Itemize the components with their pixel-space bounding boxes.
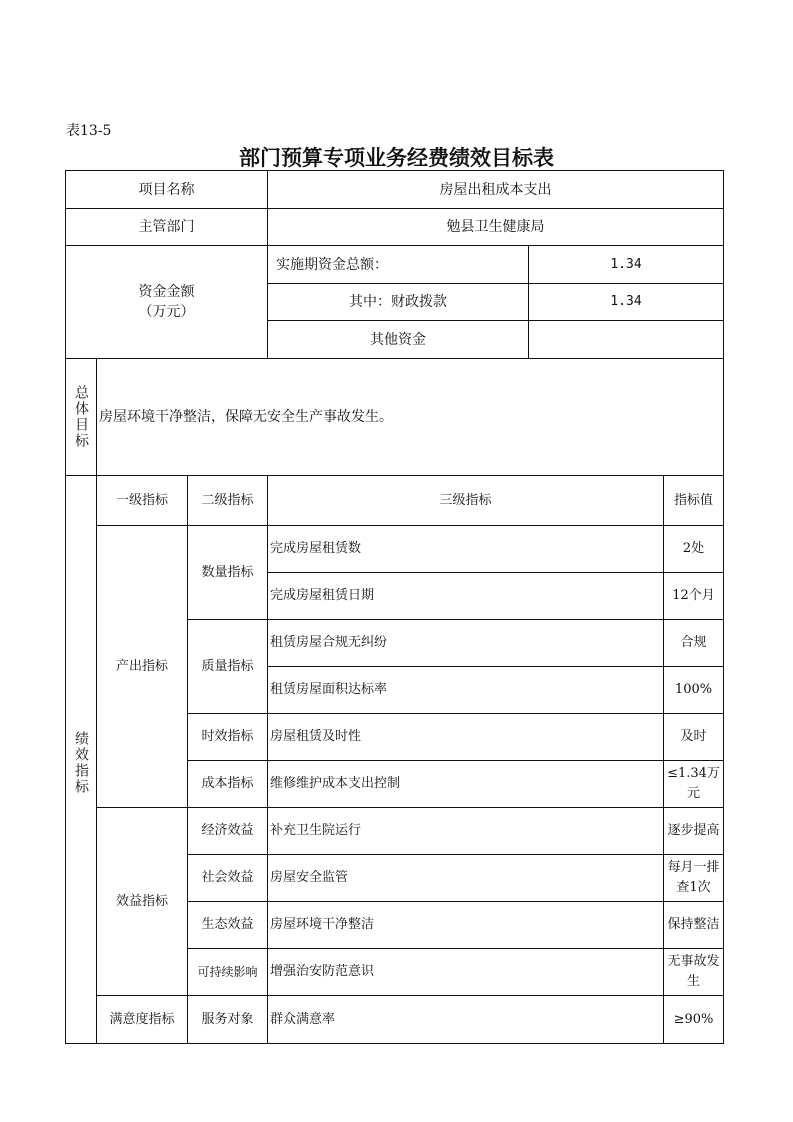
indicator-value: 逐步提高 — [664, 808, 724, 855]
funds-label — [66, 246, 268, 359]
indicator-name: 完成房屋租赁日期 — [268, 573, 664, 620]
indicators-label — [66, 476, 97, 1044]
level2-service-target: 服务对象 — [188, 996, 268, 1044]
funds-fiscal-value: 1.34 — [529, 284, 724, 321]
level2-quantity: 数量指标 — [188, 526, 268, 620]
funds-other-value — [529, 321, 724, 359]
indicator-name: 增强治安防范意识 — [268, 949, 664, 996]
indicator-name: 维修维护成本支出控制 — [268, 761, 664, 808]
indicator-name: 租赁房屋面积达标率 — [268, 667, 664, 714]
project-label: 项目名称 — [66, 171, 268, 209]
indicator-value: 2处 — [664, 526, 724, 573]
performance-table — [65, 170, 724, 1044]
department-label: 主管部门 — [66, 209, 268, 246]
indicator-value: 及时 — [664, 714, 724, 761]
level1-output: 产出指标 — [97, 526, 188, 808]
header-level3: 三级指标 — [268, 476, 664, 526]
page-title: 部门预算专项业务经费绩效目标表 — [239, 146, 554, 170]
overall-goal-label-text: 总体目标 — [73, 385, 89, 449]
level2-social: 社会效益 — [188, 855, 268, 902]
indicator-name: 房屋环境干净整洁 — [268, 902, 664, 949]
indicator-value: ≤1.34万元 — [664, 761, 724, 808]
project-value: 房屋出租成本支出 — [268, 171, 724, 209]
indicator-name: 房屋安全监管 — [268, 855, 664, 902]
indicator-value: ≥90% — [664, 996, 724, 1044]
indicator-value: 100% — [664, 667, 724, 714]
indicator-name: 完成房屋租赁数 — [268, 526, 664, 573]
level1-benefit: 效益指标 — [97, 808, 188, 996]
indicators-label-text: 绩效指标 — [73, 731, 89, 795]
department-value: 勉县卫生健康局 — [268, 209, 724, 246]
funds-unit: （万元） — [138, 304, 195, 320]
indicator-value: 12个月 — [664, 573, 724, 620]
level2-cost: 成本指标 — [188, 761, 268, 808]
funds-label-text: 资金金额 — [138, 284, 195, 300]
level2-economic: 经济效益 — [188, 808, 268, 855]
header-value: 指标值 — [664, 476, 724, 526]
level2-ecological: 生态效益 — [188, 902, 268, 949]
overall-goal-text: 房屋环境干净整洁，保障无安全生产事故发生。 — [97, 359, 724, 476]
header-level1: 一级指标 — [97, 476, 188, 526]
overall-goal-label — [66, 359, 97, 476]
funds-total-value: 1.34 — [529, 246, 724, 284]
indicator-name: 房屋租赁及时性 — [268, 714, 664, 761]
level2-timeliness: 时效指标 — [188, 714, 268, 761]
funds-fiscal-label: 其中：财政拨款 — [268, 284, 529, 321]
indicator-value: 合规 — [664, 620, 724, 667]
level1-satisfaction: 满意度指标 — [97, 996, 188, 1044]
level2-sustainable: 可持续影响 — [188, 949, 268, 996]
header-level2: 二级指标 — [188, 476, 268, 526]
indicator-value: 每月一排查1次 — [664, 855, 724, 902]
funds-total-label: 实施期资金总额： — [268, 246, 529, 284]
indicator-name: 群众满意率 — [268, 996, 664, 1044]
indicator-name: 补充卫生院运行 — [268, 808, 664, 855]
level2-quality: 质量指标 — [188, 620, 268, 714]
indicator-name: 租赁房屋合规无纠纷 — [268, 620, 664, 667]
table-number: 表13-5 — [66, 123, 112, 139]
funds-other-label: 其他资金 — [268, 321, 529, 359]
indicator-value: 无事故发生 — [664, 949, 724, 996]
indicator-value: 保持整洁 — [664, 902, 724, 949]
